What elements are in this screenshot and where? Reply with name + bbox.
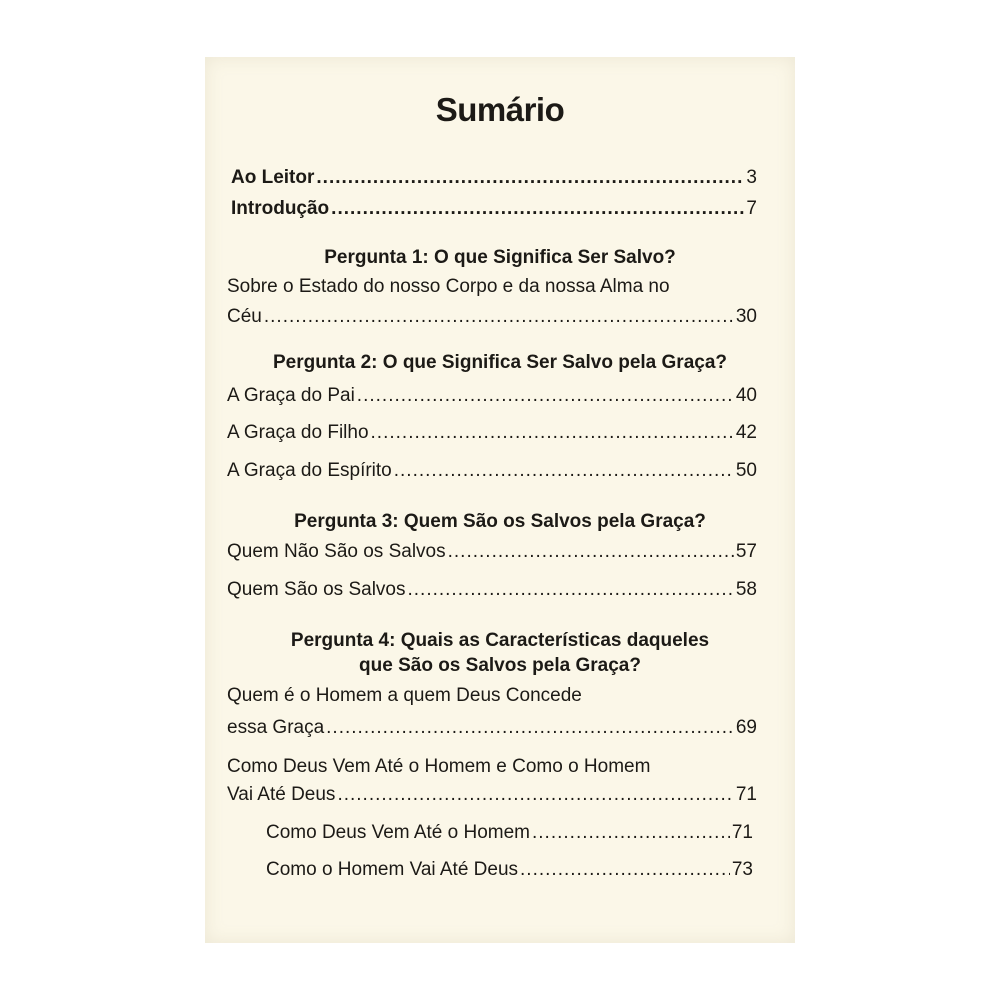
toc-entry-introducao (231, 198, 757, 220)
toc-entry-graca-espirito (227, 460, 757, 482)
toc-entry-page: 73 (731, 859, 753, 880)
toc-entry-page: 71 (735, 784, 757, 805)
toc-entry-page: 57 (735, 541, 757, 562)
leader-dots (394, 460, 734, 482)
toc-entry-label: Quem Não São os Salvos (227, 541, 446, 562)
toc-entry-page: 30 (735, 306, 757, 327)
toc-entry-como-deus-vem (227, 784, 757, 806)
toc-entry-quem-sao (227, 579, 757, 601)
section-heading-line: que São os Salvos pela Graça? (359, 655, 641, 676)
toc-entry-label: Quem São os Salvos (227, 579, 406, 600)
toc-entry-line: Como Deus Vem Até o Homem e Como o Homem (227, 756, 651, 777)
leader-dots (331, 198, 744, 220)
toc-entry-label: Como o Homem Vai Até Deus (266, 859, 519, 880)
leader-dots (371, 422, 734, 444)
section-heading-q3: Pergunta 3: Quem São os Salvos pela Graça? (294, 511, 706, 532)
toc-entry-label: A Graça do Filho (227, 422, 369, 443)
toc-entry-label: essa Graça (227, 717, 325, 738)
toc-entry-line: Quem é o Homem a quem Deus Concede (227, 685, 582, 706)
toc-entry-page: 50 (735, 460, 757, 481)
toc-entry-label: Introdução (231, 198, 330, 219)
toc-entry-graca-pai (227, 385, 757, 407)
toc-entry-page: 69 (735, 717, 757, 738)
leader-dots (264, 306, 734, 328)
toc-entry-label: A Graça do Pai (227, 385, 355, 406)
toc-subentry-deus-vem (266, 822, 753, 844)
section-heading-line: Pergunta 4: Quais as Características daqueles (290, 630, 710, 651)
toc-subentry-homem-vai (266, 859, 753, 881)
toc-entry-graca-filho (227, 422, 757, 444)
leader-dots (326, 717, 734, 739)
toc-entry-page: 58 (735, 579, 757, 600)
toc-entry-label: A Graça do Espírito (227, 460, 392, 481)
toc-entry-page: 40 (735, 385, 757, 406)
toc-entry-ao-leitor (231, 167, 757, 189)
toc-entry-label: Ao Leitor (231, 167, 315, 188)
book-page (205, 57, 795, 943)
toc-entry-page: 42 (735, 422, 757, 443)
toc-entry-line: Sobre o Estado do nosso Corpo e da nossa Alma no (227, 276, 670, 297)
toc-entry-label: Céu (227, 306, 262, 327)
leader-dots (337, 784, 733, 806)
section-heading-q2: Pergunta 2: O que Significa Ser Salvo pela Graça? (272, 352, 728, 373)
leader-dots (520, 859, 730, 881)
leader-dots (407, 579, 733, 601)
toc-entry-label: Como Deus Vem Até o Homem (266, 822, 530, 843)
toc-entry-estado-corpo-alma (227, 306, 757, 328)
section-heading-q1: Pergunta 1: O que Significa Ser Salvo? (324, 247, 676, 268)
leader-dots (532, 822, 730, 844)
toc-entry-page: 3 (746, 167, 757, 188)
toc-entry-page: 7 (746, 198, 757, 219)
leader-dots (316, 167, 744, 189)
page-title: Sumário (435, 91, 565, 128)
leader-dots (357, 385, 734, 407)
toc-entry-page: 71 (731, 822, 753, 843)
section-heading-q4 (205, 628, 795, 678)
toc-entry-quem-nao-sao (227, 541, 757, 563)
leader-dots (448, 541, 734, 563)
toc-entry-label: Vai Até Deus (227, 784, 336, 805)
toc-entry-quem-e-o-homem (227, 717, 757, 739)
